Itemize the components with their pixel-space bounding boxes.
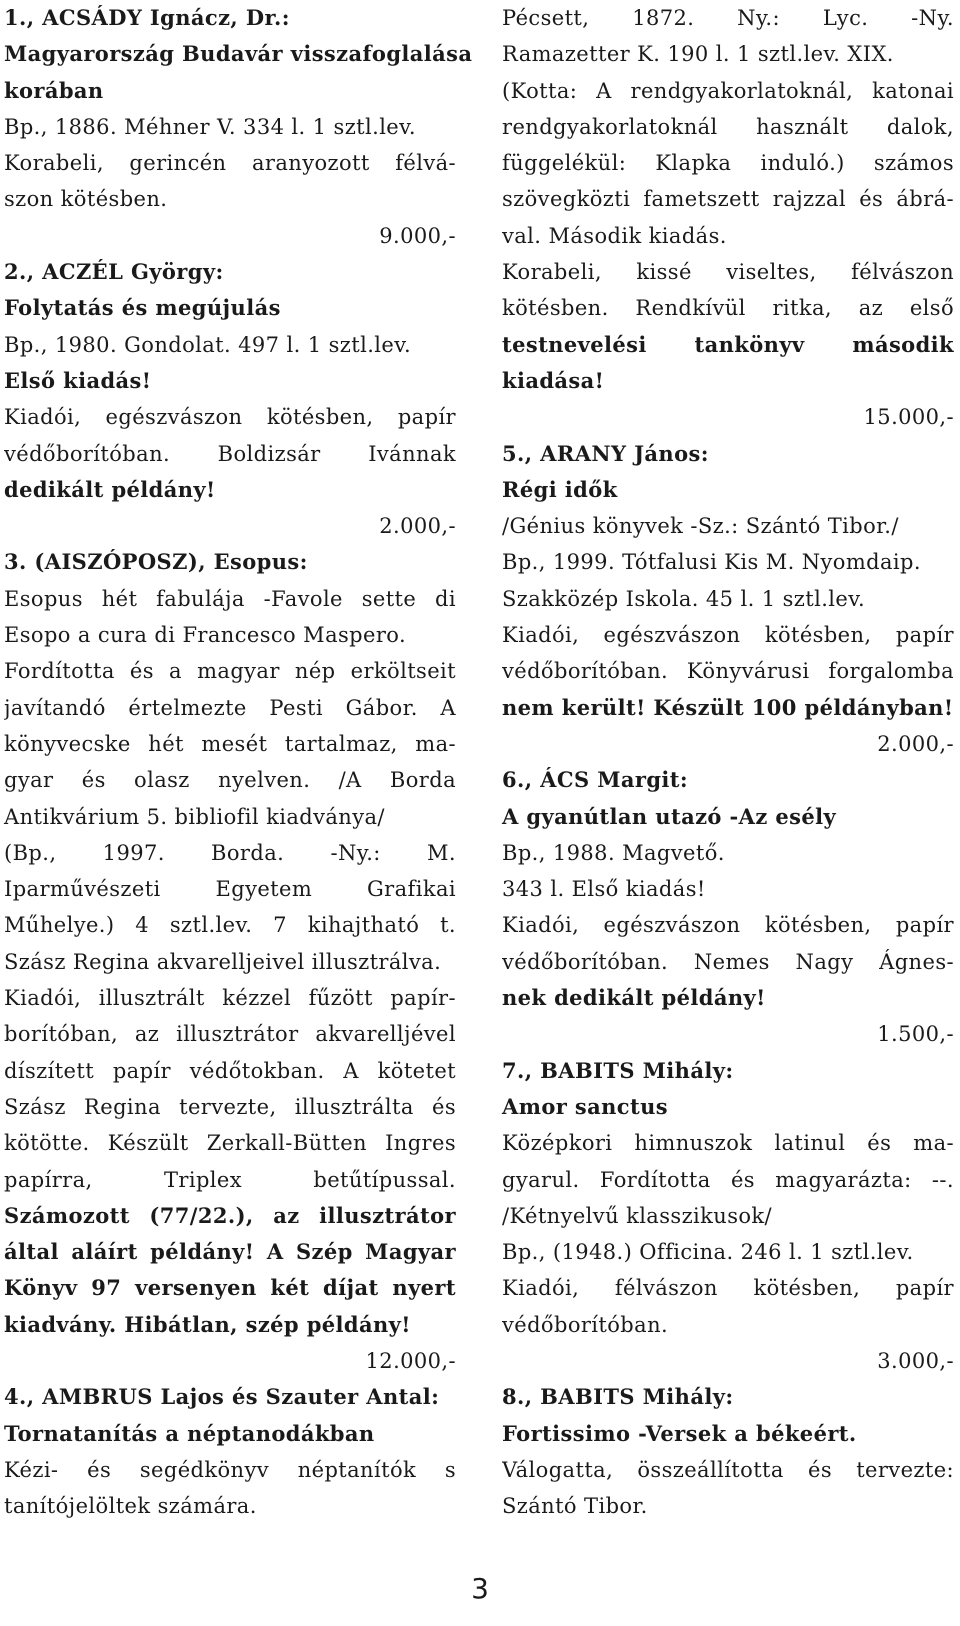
catalog-line: nek dedikált példány!: [502, 985, 766, 1011]
catalog-line: Kézi- és segédkönyv néptanítók s: [4, 1457, 456, 1482]
catalog-line: Ramazetter K. 190 l. 1 sztl.lev. XIX.: [502, 42, 894, 67]
catalog-line: Magyarország Budavár visszafoglalása: [4, 41, 473, 67]
catalog-line: rendgyakorlatoknál használt dalok,: [502, 114, 954, 139]
catalog-line: testnevelési tankönyv második: [502, 331, 954, 357]
catalog-line: Első kiadás!: [4, 367, 152, 393]
catalog-line: 8., BABITS Mihály:: [502, 1384, 734, 1410]
catalog-line: Iparművészeti Egyetem Grafikai: [4, 877, 456, 902]
catalog-line: Fordította és a magyar nép erköltseit: [4, 659, 456, 684]
catalog-line: Kiadói, illusztrált kézzel fűzött papír-: [4, 986, 456, 1011]
catalog-line: nem került! Készült 100 példányban!: [502, 694, 954, 720]
catalog-line: Amor sanctus: [502, 1093, 668, 1119]
catalog-line: 2.000,-: [379, 514, 456, 539]
catalog-line: kiadvány. Hibátlan, szép példány!: [4, 1311, 411, 1337]
catalog-line: kiadása!: [502, 367, 605, 393]
catalog-line: Régi idők: [502, 476, 618, 502]
page-number: 3: [471, 1572, 489, 1605]
catalog-line: tanítójelöltek számára.: [4, 1494, 257, 1519]
catalog-line: 12.000,-: [365, 1348, 456, 1373]
catalog-line: 4., AMBRUS Lajos és Szauter Antal:: [4, 1384, 440, 1410]
catalog-line: Válogatta, összeállította és tervezte:: [502, 1457, 954, 1482]
catalog-line: Bp., 1988. Magvető.: [502, 840, 725, 865]
catalog-line: könyvecske hét mesét tartalmaz, ma-: [4, 731, 456, 756]
catalog-line: Bp., (1948.) Officina. 246 l. 1 sztl.lev.: [502, 1240, 914, 1265]
catalog-line: /Génius könyvek -Sz.: Szántó Tibor./: [502, 514, 899, 539]
catalog-line: (Kotta: A rendgyakorlatoknál, katonai: [502, 78, 954, 103]
catalog-line: 1., ACSÁDY Ignácz, Dr.:: [4, 5, 290, 30]
catalog-line: Szántó Tibor.: [502, 1494, 648, 1519]
catalog-line: Kiadói, egészvászon kötésben, papír: [502, 623, 954, 648]
catalog-line: Kiadói, félvászon kötésben, papír: [502, 1276, 954, 1301]
catalog-line: Bp., 1999. Tótfalusi Kis M. Nyomdaip.: [502, 550, 921, 575]
catalog-line: díszített papír védőtokban. A kötetet: [4, 1058, 456, 1083]
catalog-line: A gyanútlan utazó -Az esély: [502, 803, 837, 829]
catalog-line: (Bp., 1997. Borda. -Ny.: M.: [4, 840, 456, 865]
catalog-line: védőborítóban. Nemes Nagy Ágnes-: [502, 949, 954, 974]
catalog-line: 2.000,-: [877, 731, 954, 756]
catalog-line: 343 l. Első kiadás!: [502, 877, 706, 902]
catalog-line: védőborítóban.: [502, 1312, 669, 1337]
catalog-line: 9.000,-: [379, 223, 456, 248]
catalog-line: Bp., 1886. Méhner V. 334 l. 1 sztl.lev.: [4, 114, 416, 139]
catalog-line: Kiadói, egészvászon kötésben, papír: [4, 405, 456, 430]
catalog-line: 3.000,-: [877, 1348, 954, 1373]
catalog-line: 15.000,-: [863, 405, 954, 430]
catalog-line: által aláírt példány! A Szép Magyar: [4, 1239, 456, 1265]
catalog-line: Kiadói, egészvászon kötésben, papír: [502, 913, 954, 938]
catalog-line: Fortissimo -Versek a békeért.: [502, 1420, 857, 1446]
catalog-line: 6., ÁCS Margit:: [502, 767, 689, 793]
catalog-line: Folytatás és megújulás: [4, 295, 281, 321]
catalog-line: 3. (AISZÓPOSZ), Esopus:: [4, 549, 308, 575]
catalog-line: Műhelye.) 4 sztl.lev. 7 kihajtható t.: [4, 913, 456, 938]
catalog-line: Középkori himnuszok latinul és ma-: [502, 1131, 954, 1156]
catalog-line: /Kétnyelvű klasszikusok/: [502, 1203, 773, 1228]
catalog-line: 7., BABITS Mihály:: [502, 1057, 734, 1083]
catalog-line: borítóban, az illusztrátor akvarelljével: [4, 1022, 456, 1047]
catalog-line: papírra, Triplex betűtípussal.: [4, 1167, 456, 1192]
catalog-line: 5., ARANY János:: [502, 440, 709, 466]
catalog-line: Korabeli, kissé viseltes, félvászon: [502, 260, 954, 285]
catalog-line: val. Második kiadás.: [502, 223, 727, 248]
catalog-line: Szász Regina tervezte, illusztrálta és: [4, 1094, 456, 1119]
catalog-line: Antikvárium 5. bibliofil kiadványa/: [4, 804, 385, 829]
catalog-line: védőborítóban. Boldizsár Ivánnak: [4, 441, 456, 466]
catalog-line: védőborítóban. Könyvárusi forgalomba: [502, 659, 954, 684]
catalog-line: Esopus hét fabulája -Favole sette di: [4, 586, 456, 611]
catalog-line: Könyv 97 versenyen két díjat nyert: [4, 1275, 456, 1301]
catalog-line: Esopo a cura di Francesco Maspero.: [4, 623, 407, 648]
catalog-line: Korabeli, gerincén aranyozott félvá-: [4, 151, 456, 176]
catalog-line: Bp., 1980. Gondolat. 497 l. 1 sztl.lev.: [4, 332, 412, 357]
catalog-line: 1.500,-: [877, 1022, 954, 1047]
catalog-line: szon kötésben.: [4, 187, 168, 212]
catalog-line: dedikált példány!: [4, 476, 216, 502]
catalog-line: Számozott (77/22.), az illusztrátor: [4, 1202, 456, 1228]
catalog-line: szövegközti fametszett rajzzal és ábrá-: [502, 187, 954, 212]
catalog-line: korában: [4, 77, 104, 103]
catalog-line: gyarul. Fordította és magyarázta: --.: [502, 1167, 954, 1192]
catalog-line: Pécsett, 1872. Ny.: Lyc. -Ny.: [502, 6, 954, 30]
catalog-line: Tornatanítás a néptanodákban: [4, 1420, 375, 1446]
catalog-line: Szakközép Iskola. 45 l. 1 sztl.lev.: [502, 586, 866, 611]
catalog-line: javítandó értelmezte Pesti Gábor. A: [4, 695, 456, 720]
catalog-line: függelékül: Klapka induló.) számos: [502, 151, 954, 176]
catalog-line: gyar és olasz nyelven. /A Borda: [4, 768, 456, 793]
catalog-line: kötésben. Rendkívül ritka, az első: [502, 296, 954, 321]
catalog-line: kötötte. Készült Zerkall-Bütten Ingres: [4, 1131, 456, 1156]
catalog-line: 2., ACZÉL György:: [4, 259, 224, 285]
right-column: [502, 0, 954, 1524]
catalog-line: Szász Regina akvarelljeivel illusztrálva.: [4, 949, 442, 974]
left-column: [4, 0, 473, 1524]
